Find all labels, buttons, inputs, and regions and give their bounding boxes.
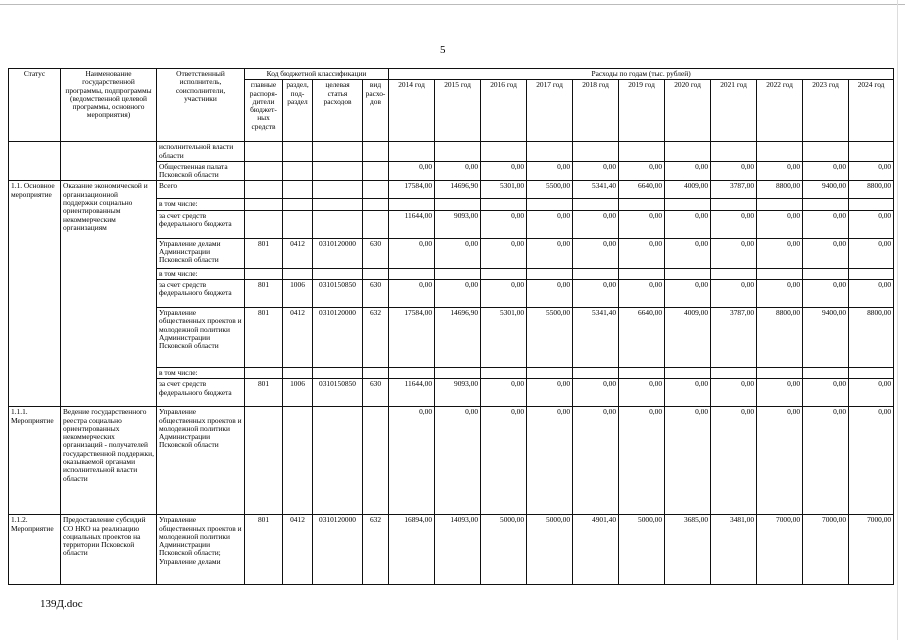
amount-cell: 0,00 (849, 210, 894, 238)
amount-cell (619, 142, 665, 162)
responsible-cell: Управление делами Администрации Псковской области (157, 238, 245, 268)
amount-cell: 0,00 (481, 238, 527, 268)
amount-cell: 3787,00 (711, 307, 757, 367)
amount-cell (573, 199, 619, 210)
grbs-cell (245, 210, 283, 238)
amount-cell: 6640,00 (619, 307, 665, 367)
amount-cell: 5341,40 (573, 307, 619, 367)
responsible-cell: Управление общественных проектов и молодежной политики Администрации Псковской области (157, 407, 245, 515)
amount-cell (481, 142, 527, 162)
amount-cell (803, 268, 849, 279)
amount-cell: 0,00 (481, 210, 527, 238)
responsible-cell: Управление общественных проектов и молодежной политики Администрации Псковской области (157, 307, 245, 367)
responsible-cell: за счет средств федерального бюджета (157, 210, 245, 238)
amount-cell: 0,00 (573, 279, 619, 307)
amount-cell (435, 367, 481, 378)
header-status: Статус (9, 69, 61, 142)
amount-cell: 0,00 (527, 210, 573, 238)
amount-cell (527, 142, 573, 162)
amount-cell: 0,00 (665, 279, 711, 307)
vr-cell (363, 161, 389, 181)
amount-cell: 5500,00 (527, 307, 573, 367)
amount-cell (711, 367, 757, 378)
amount-cell (849, 199, 894, 210)
amount-cell: 0,00 (757, 407, 803, 515)
amount-cell (619, 367, 665, 378)
amount-cell: 0,00 (849, 407, 894, 515)
rzpr-cell: 1006 (283, 279, 313, 307)
grbs-cell (245, 142, 283, 162)
rzpr-cell (283, 181, 313, 199)
rzpr-cell: 0412 (283, 307, 313, 367)
amount-cell: 0,00 (803, 161, 849, 181)
header-year: 2016 год (481, 80, 527, 142)
amount-cell: 14093,00 (435, 515, 481, 585)
amount-cell (527, 268, 573, 279)
csr-cell: 0310120000 (313, 238, 363, 268)
amount-cell (757, 367, 803, 378)
amount-cell: 0,00 (849, 279, 894, 307)
amount-cell: 0,00 (573, 210, 619, 238)
responsible-cell: за счет средств федерального бюджета (157, 279, 245, 307)
rzpr-cell: 0412 (283, 238, 313, 268)
csr-cell (313, 268, 363, 279)
amount-cell: 0,00 (711, 279, 757, 307)
amount-cell: 9400,00 (803, 307, 849, 367)
responsible-cell: в том числе: (157, 367, 245, 378)
amount-cell: 0,00 (389, 279, 435, 307)
header-year: 2018 год (573, 80, 619, 142)
grbs-cell: 801 (245, 307, 283, 367)
amount-cell: 0,00 (803, 407, 849, 515)
amount-cell: 0,00 (527, 407, 573, 515)
vr-cell (363, 367, 389, 378)
rzpr-cell: 1006 (283, 379, 313, 407)
grbs-cell (245, 161, 283, 181)
amount-cell: 0,00 (619, 279, 665, 307)
footer-filename: 139Д.doc (40, 598, 83, 610)
amount-cell: 3685,00 (665, 515, 711, 585)
grbs-cell: 801 (245, 515, 283, 585)
amount-cell: 0,00 (757, 279, 803, 307)
amount-cell: 5301,00 (481, 307, 527, 367)
amount-cell: 5000,00 (481, 515, 527, 585)
responsible-cell: Общественная палата Псковской области (157, 161, 245, 181)
amount-cell: 0,00 (481, 279, 527, 307)
vr-cell (363, 199, 389, 210)
amount-cell: 11644,00 (389, 379, 435, 407)
amount-cell: 7000,00 (803, 515, 849, 585)
amount-cell: 0,00 (435, 279, 481, 307)
header-year: 2015 год (435, 80, 481, 142)
grbs-cell: 801 (245, 379, 283, 407)
amount-cell: 4009,00 (665, 181, 711, 199)
responsible-cell: исполнительной власти области (157, 142, 245, 162)
rzpr-cell (283, 407, 313, 515)
page-number: 5 (440, 44, 446, 56)
grbs-cell: 801 (245, 279, 283, 307)
amount-cell: 3787,00 (711, 181, 757, 199)
amount-cell: 0,00 (711, 238, 757, 268)
table-body (9, 142, 894, 585)
csr-cell (313, 199, 363, 210)
amount-cell: 0,00 (619, 379, 665, 407)
amount-cell: 9093,00 (435, 379, 481, 407)
amount-cell (481, 268, 527, 279)
amount-cell: 0,00 (481, 161, 527, 181)
amount-cell: 5301,00 (481, 181, 527, 199)
rzpr-cell (283, 161, 313, 181)
grbs-cell (245, 181, 283, 199)
amount-cell: 5000,00 (619, 515, 665, 585)
amount-cell: 0,00 (757, 210, 803, 238)
header-expenses: Расходы по годам (тыс. рублей) (389, 69, 894, 80)
rzpr-cell (283, 367, 313, 378)
header-year: 2023 год (803, 80, 849, 142)
amount-cell: 0,00 (711, 407, 757, 515)
rzpr-cell (283, 210, 313, 238)
name-cell: Ведение государственного реестра социально ориентированных некоммерческих организаций - получателей государственной поддержки, оказываемой органами исполнительной власти области (61, 407, 157, 515)
amount-cell: 0,00 (757, 238, 803, 268)
responsible-cell: за счет средств федерального бюджета (157, 379, 245, 407)
amount-cell: 8800,00 (757, 181, 803, 199)
responsible-cell: в том числе: (157, 199, 245, 210)
rzpr-cell: 0412 (283, 515, 313, 585)
amount-cell: 0,00 (573, 161, 619, 181)
vr-cell (363, 142, 389, 162)
amount-cell: 0,00 (481, 379, 527, 407)
amount-cell: 9400,00 (803, 181, 849, 199)
amount-cell (435, 142, 481, 162)
csr-cell (313, 181, 363, 199)
vr-cell: 632 (363, 515, 389, 585)
amount-cell: 0,00 (527, 279, 573, 307)
amount-cell: 0,00 (389, 238, 435, 268)
amount-cell: 5000,00 (527, 515, 573, 585)
amount-cell: 3481,00 (711, 515, 757, 585)
amount-cell (849, 142, 894, 162)
csr-cell (313, 210, 363, 238)
amount-cell: 0,00 (665, 238, 711, 268)
amount-cell (527, 199, 573, 210)
amount-cell (803, 199, 849, 210)
amount-cell (435, 268, 481, 279)
amount-cell: 0,00 (757, 161, 803, 181)
amount-cell (665, 268, 711, 279)
scan-edge-right (897, 0, 898, 640)
csr-cell: 0310150850 (313, 279, 363, 307)
header-budget-code: Код бюджетной классификации (245, 69, 389, 80)
amount-cell: 7000,00 (849, 515, 894, 585)
amount-cell (849, 268, 894, 279)
name-cell: Предоставление субсидий СО НКО на реализацию социальных проектов на территории Псковской области (61, 515, 157, 585)
amount-cell: 16894,00 (389, 515, 435, 585)
amount-cell: 0,00 (619, 161, 665, 181)
vr-cell (363, 210, 389, 238)
vr-cell: 630 (363, 279, 389, 307)
amount-cell (389, 367, 435, 378)
amount-cell: 17584,00 (389, 181, 435, 199)
status-cell: 1.1.1. Мероприятие (9, 407, 61, 515)
amount-cell: 14696,90 (435, 181, 481, 199)
rzpr-cell (283, 268, 313, 279)
vr-cell: 630 (363, 379, 389, 407)
amount-cell: 0,00 (527, 238, 573, 268)
amount-cell (803, 367, 849, 378)
amount-cell (757, 199, 803, 210)
header-name: Наименование государственной программы, подпрограммы (ведомственной целевой программы, основного мероприятия) (61, 69, 157, 142)
responsible-cell: Управление общественных проектов и молодежной политики Администрации Псковской области; Управление делами (157, 515, 245, 585)
amount-cell (389, 199, 435, 210)
header-year: 2024 год (849, 80, 894, 142)
vr-cell (363, 407, 389, 515)
amount-cell: 0,00 (665, 407, 711, 515)
amount-cell: 8800,00 (849, 181, 894, 199)
amount-cell (665, 142, 711, 162)
csr-cell (313, 367, 363, 378)
amount-cell (573, 268, 619, 279)
amount-cell: 0,00 (665, 161, 711, 181)
amount-cell: 0,00 (849, 238, 894, 268)
amount-cell (619, 268, 665, 279)
amount-cell: 4901,40 (573, 515, 619, 585)
amount-cell: 17584,00 (389, 307, 435, 367)
amount-cell (757, 268, 803, 279)
vr-cell: 632 (363, 307, 389, 367)
table-row (9, 515, 894, 585)
header-year: 2014 год (389, 80, 435, 142)
header-year: 2020 год (665, 80, 711, 142)
amount-cell (803, 142, 849, 162)
amount-cell: 4009,00 (665, 307, 711, 367)
amount-cell: 0,00 (619, 210, 665, 238)
table-header (9, 69, 894, 142)
table-row (9, 407, 894, 515)
amount-cell (573, 367, 619, 378)
amount-cell: 5500,00 (527, 181, 573, 199)
amount-cell (665, 199, 711, 210)
amount-cell: 0,00 (711, 379, 757, 407)
header-vr: вид расхо-дов (363, 80, 389, 142)
amount-cell (665, 367, 711, 378)
name-cell: Оказание экономической и организационной поддержки социально ориентированным некоммерческим организациям (61, 181, 157, 407)
amount-cell: 0,00 (803, 279, 849, 307)
header-year: 2021 год (711, 80, 757, 142)
amount-cell (619, 199, 665, 210)
header-responsible: Ответственный исполнитель, соисполнители, участники (157, 69, 245, 142)
amount-cell: 0,00 (435, 238, 481, 268)
amount-cell: 0,00 (849, 161, 894, 181)
name-cell (61, 142, 157, 181)
header-year: 2017 год (527, 80, 573, 142)
amount-cell: 0,00 (573, 407, 619, 515)
amount-cell: 0,00 (803, 210, 849, 238)
rzpr-cell (283, 142, 313, 162)
amount-cell: 0,00 (435, 407, 481, 515)
amount-cell: 11644,00 (389, 210, 435, 238)
amount-cell: 6640,00 (619, 181, 665, 199)
header-year: 2022 год (757, 80, 803, 142)
amount-cell: 0,00 (527, 379, 573, 407)
amount-cell: 0,00 (389, 161, 435, 181)
amount-cell: 0,00 (389, 407, 435, 515)
table-row (9, 181, 894, 199)
grbs-cell: 801 (245, 238, 283, 268)
amount-cell: 0,00 (619, 238, 665, 268)
amount-cell: 0,00 (803, 379, 849, 407)
amount-cell (527, 367, 573, 378)
header-rzpr: раздел, под-раздел (283, 80, 313, 142)
grbs-cell (245, 367, 283, 378)
rzpr-cell (283, 199, 313, 210)
header-year: 2019 год (619, 80, 665, 142)
budget-table (8, 68, 894, 585)
scan-edge-top (0, 4, 905, 5)
vr-cell: 630 (363, 238, 389, 268)
amount-cell: 0,00 (435, 161, 481, 181)
grbs-cell (245, 199, 283, 210)
vr-cell (363, 268, 389, 279)
amount-cell: 0,00 (481, 407, 527, 515)
amount-cell (435, 199, 481, 210)
grbs-cell (245, 268, 283, 279)
amount-cell: 5341,40 (573, 181, 619, 199)
amount-cell: 7000,00 (757, 515, 803, 585)
amount-cell (389, 268, 435, 279)
grbs-cell (245, 407, 283, 515)
amount-cell: 0,00 (757, 379, 803, 407)
status-cell: 1.1. Основное мероприятие (9, 181, 61, 407)
amount-cell: 0,00 (849, 379, 894, 407)
amount-cell (481, 199, 527, 210)
amount-cell: 0,00 (619, 407, 665, 515)
amount-cell (711, 142, 757, 162)
vr-cell (363, 181, 389, 199)
amount-cell: 9093,00 (435, 210, 481, 238)
amount-cell: 14696,90 (435, 307, 481, 367)
amount-cell: 0,00 (665, 379, 711, 407)
amount-cell (389, 142, 435, 162)
amount-cell: 0,00 (527, 161, 573, 181)
table-row (9, 142, 894, 162)
amount-cell (711, 268, 757, 279)
amount-cell: 8800,00 (849, 307, 894, 367)
amount-cell: 0,00 (711, 161, 757, 181)
responsible-cell: в том числе: (157, 268, 245, 279)
csr-cell: 0310150850 (313, 379, 363, 407)
header-grbs: главные распоря-дители бюджет-ных средств (245, 80, 283, 142)
amount-cell: 8800,00 (757, 307, 803, 367)
amount-cell: 0,00 (573, 379, 619, 407)
amount-cell: 0,00 (803, 238, 849, 268)
csr-cell (313, 142, 363, 162)
csr-cell (313, 407, 363, 515)
csr-cell: 0310120000 (313, 307, 363, 367)
amount-cell (849, 367, 894, 378)
amount-cell (481, 367, 527, 378)
amount-cell: 0,00 (665, 210, 711, 238)
status-cell: 1.1.2. Мероприятие (9, 515, 61, 585)
amount-cell (711, 199, 757, 210)
amount-cell (573, 142, 619, 162)
csr-cell (313, 161, 363, 181)
csr-cell: 0310120000 (313, 515, 363, 585)
amount-cell (757, 142, 803, 162)
amount-cell: 0,00 (573, 238, 619, 268)
status-cell (9, 142, 61, 181)
responsible-cell: Всего (157, 181, 245, 199)
amount-cell: 0,00 (711, 210, 757, 238)
header-csr: целевая статья расходов (313, 80, 363, 142)
